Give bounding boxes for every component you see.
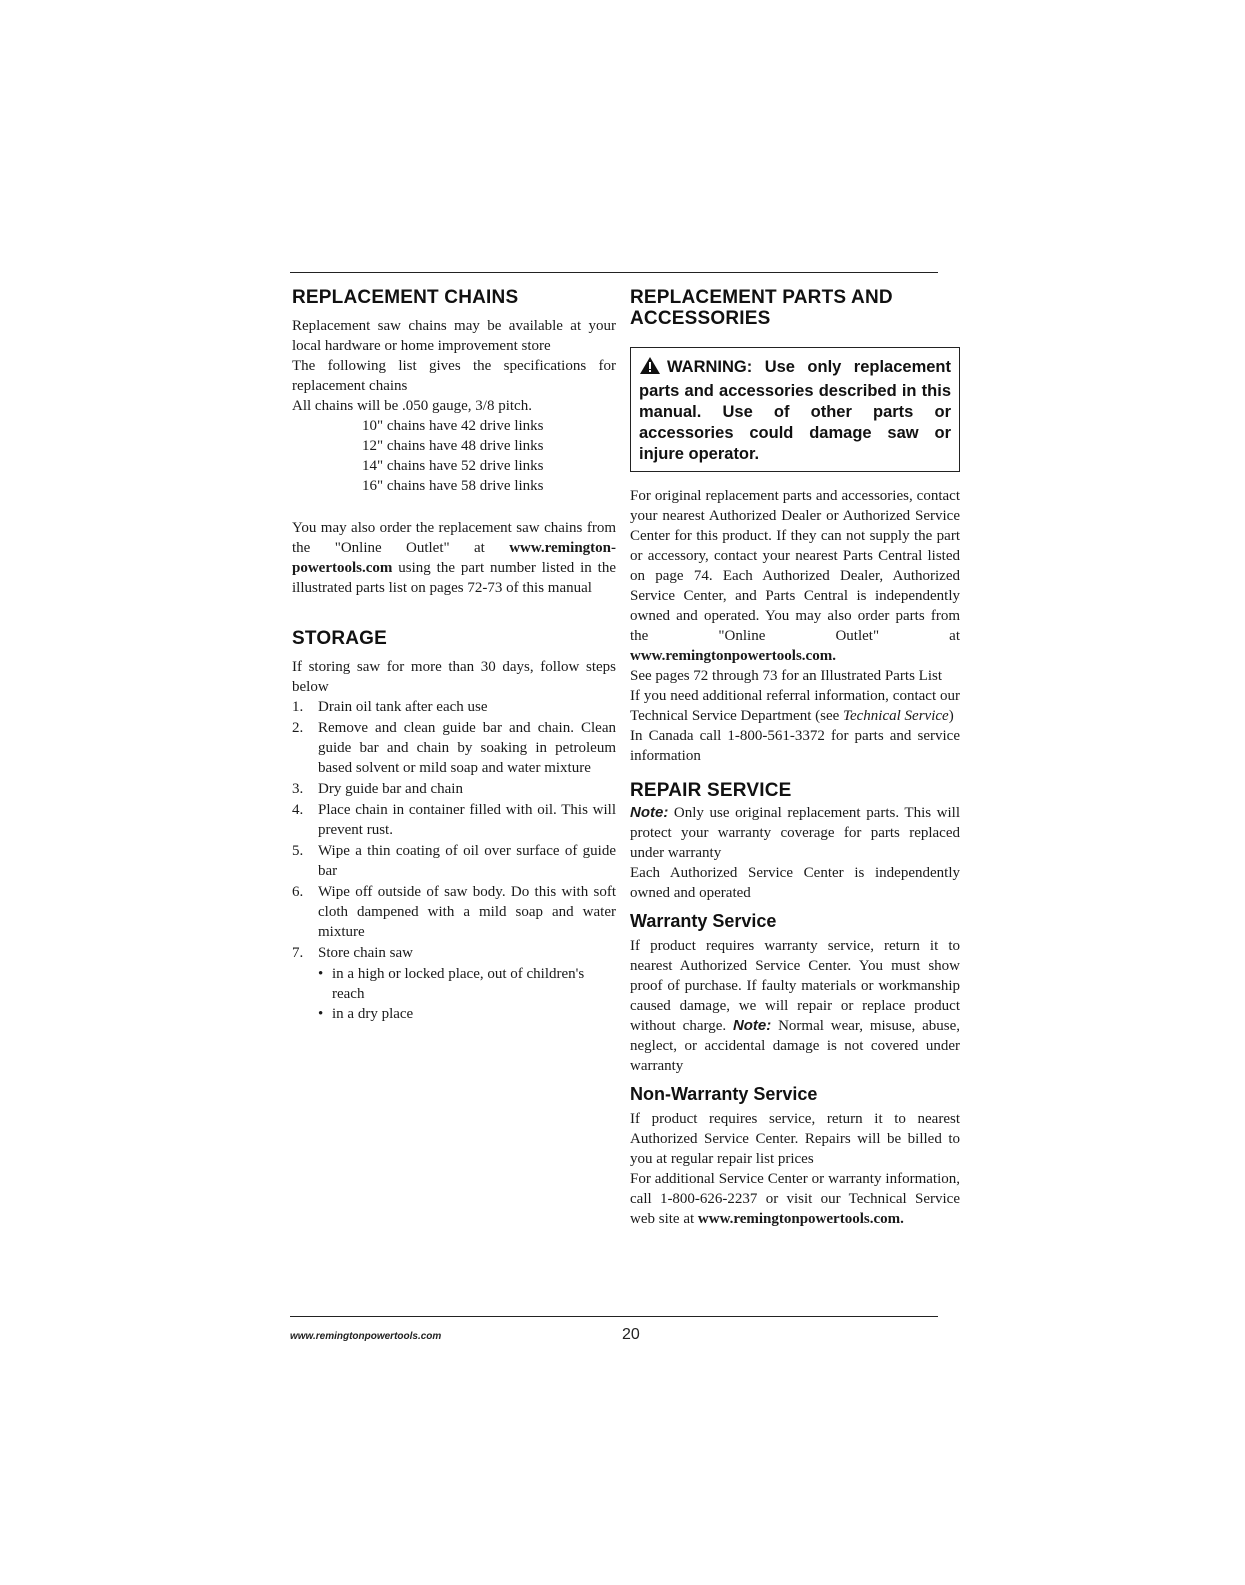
- warranty-service-section: [630, 911, 960, 1076]
- repair-note-text: [630, 803, 960, 863]
- storage-intro-text: If storing saw for more than 30 days, follow steps below: [292, 659, 616, 695]
- step-number: 3.: [292, 781, 304, 797]
- top-rule: [290, 272, 938, 273]
- original-parts-text: [630, 486, 960, 666]
- referral-info-text-end: ): [948, 708, 954, 724]
- step-text: Remove and clean guide bar and chain. Clean guide bar and chain by soaking in petroleum based solvent or mild soap and water mixture: [318, 720, 616, 776]
- online-order-text-end: using the part number listed in the illustrated parts list on pages 72-73 of this manual: [292, 560, 616, 596]
- storage-step: [292, 882, 616, 942]
- storage-step: [292, 779, 616, 799]
- repair-service-section: [630, 780, 960, 903]
- chain-spec-line: 10" chains have 42 drive links: [362, 418, 544, 434]
- storage-location-list: [292, 964, 616, 1024]
- warning-text: WARNING: Use only replacement parts and accessories described in this manual. Use of other parts or accessories could damage saw or injure operator.: [639, 358, 951, 463]
- step-number: 5.: [292, 843, 304, 859]
- replacement-parts-heading-line2: ACCESSORIES: [630, 308, 771, 329]
- technical-service-reference: Technical Service: [843, 708, 949, 724]
- note-label: Note:: [630, 804, 669, 821]
- remington-url-link[interactable]: www.remingtonpowertools.com.: [630, 648, 836, 664]
- warning-box: [630, 347, 960, 472]
- right-column: [630, 287, 960, 1229]
- storage-steps-list: [292, 697, 616, 963]
- warranty-service-text-start: If product requires warranty service, return it to nearest Authorized Service Center. You must show proof of purchase. If faulty materials or workmanship caused damage, we will repair or replace product without charge.: [630, 938, 960, 1034]
- step-text: Drain oil tank after each use: [318, 699, 488, 715]
- step-number: 4.: [292, 802, 304, 818]
- parts-list-reference-text: See pages 72 through 73 for an Illustrated Parts List: [630, 668, 943, 684]
- step-number: 2.: [292, 720, 304, 736]
- replacement-chains-section: [292, 287, 616, 598]
- storage-location-item: [318, 1004, 616, 1024]
- remington-url-link[interactable]: www.remingtonpowertools.com.: [697, 1211, 904, 1227]
- referral-info-text-start: If you need additional referral information, contact our Technical Service Department (see: [630, 688, 960, 724]
- storage-section: [292, 628, 616, 1024]
- warranty-service-text: [630, 936, 960, 1076]
- repair-service-heading: REPAIR SERVICE: [630, 780, 792, 801]
- warning-triangle-icon: [639, 356, 661, 381]
- replacement-chains-heading: REPLACEMENT CHAINS: [292, 287, 519, 308]
- chain-spec-line: 12" chains have 48 drive links: [362, 438, 544, 454]
- canada-contact-text: In Canada call 1-800-561-3372 for parts and service information: [630, 728, 960, 764]
- chains-gauge-text: All chains will be .050 gauge, 3/8 pitch.: [292, 398, 532, 414]
- note-label: Note:: [732, 1017, 772, 1034]
- storage-location-text: in a dry place: [332, 1006, 414, 1022]
- warranty-service-heading: Warranty Service: [630, 911, 777, 931]
- step-text: Wipe a thin coating of oil over surface of guide bar: [318, 843, 616, 879]
- step-text: Store chain saw: [318, 945, 413, 961]
- online-order-text: [292, 518, 616, 598]
- step-text: Wipe off outside of saw body. Do this with soft cloth dampened with a mild soap and water mixture: [318, 884, 616, 940]
- non-warranty-service-heading: Non-Warranty Service: [630, 1084, 818, 1104]
- replacement-parts-heading: [630, 287, 960, 329]
- non-warranty-service-section: [630, 1084, 960, 1229]
- storage-step: [292, 718, 616, 778]
- page-number: 20: [622, 1326, 640, 1343]
- replacement-parts-section: [630, 287, 960, 766]
- online-order-text-start: You may also order the replacement saw chains from the "Online Outlet" at: [292, 520, 616, 556]
- step-text: Place chain in container filled with oil. This will prevent rust.: [318, 802, 616, 838]
- remington-url-link[interactable]: www.remington-powertools.com: [292, 540, 616, 576]
- storage-step: [292, 697, 616, 717]
- repair-independent-text: Each Authorized Service Center is independently owned and operated: [630, 865, 960, 901]
- left-column: [292, 287, 616, 1024]
- step-text: Dry guide bar and chain: [318, 781, 463, 797]
- additional-info-text-start: For additional Service Center or warranty information, call 1-800-626-2237 or visit our Technical Service web site at: [630, 1171, 960, 1227]
- replacement-parts-heading-line1: REPLACEMENT PARTS AND: [630, 287, 893, 308]
- chains-spec-intro-text: The following list gives the specifications for replacement chains: [292, 358, 616, 394]
- repair-note-body: Only use original replacement parts. This will protect your warranty coverage for parts replaced under warranty: [630, 805, 960, 861]
- chain-spec-line: 14" chains have 52 drive links: [362, 458, 544, 474]
- non-warranty-service-text: If product requires service, return it to nearest Authorized Service Center. Repairs will be billed to you at regular repair list prices: [630, 1111, 960, 1167]
- referral-info-text: [630, 686, 960, 726]
- step-number: 7.: [292, 945, 304, 961]
- chain-spec-line: 16" chains have 58 drive links: [362, 478, 544, 494]
- original-parts-text-start: For original replacement parts and accessories, contact your nearest Authorized Dealer or Authorized Service Center for this product. If they can not supply the part or accessory, contact your nearest Parts Central listed on page 74. Each Authorized Dealer, Authorized Service Center, and Parts Central is independently owned and operated. You may also order parts from the "Online Outlet" at: [630, 488, 960, 644]
- storage-step: [292, 841, 616, 881]
- bullet-mark: •: [318, 966, 324, 982]
- storage-step: [292, 800, 616, 840]
- footer-url[interactable]: www.remingtonpowertools.com: [290, 1331, 442, 1342]
- step-number: 6.: [292, 884, 304, 900]
- storage-location-text: in a high or locked place, out of children's reach: [332, 966, 585, 1002]
- footer-rule: [290, 1316, 938, 1317]
- storage-heading: STORAGE: [292, 628, 388, 649]
- step-number: 1.: [292, 699, 304, 715]
- chains-availability-text: Replacement saw chains may be available at your local hardware or home improvement store: [292, 318, 616, 354]
- storage-location-item: [318, 964, 616, 1004]
- warranty-service-text-end: Normal wear, misuse, abuse, neglect, or accidental damage is not covered under warranty: [630, 1018, 960, 1074]
- storage-step: [292, 943, 616, 963]
- additional-info-text: [630, 1169, 960, 1229]
- bullet-mark: •: [318, 1006, 324, 1022]
